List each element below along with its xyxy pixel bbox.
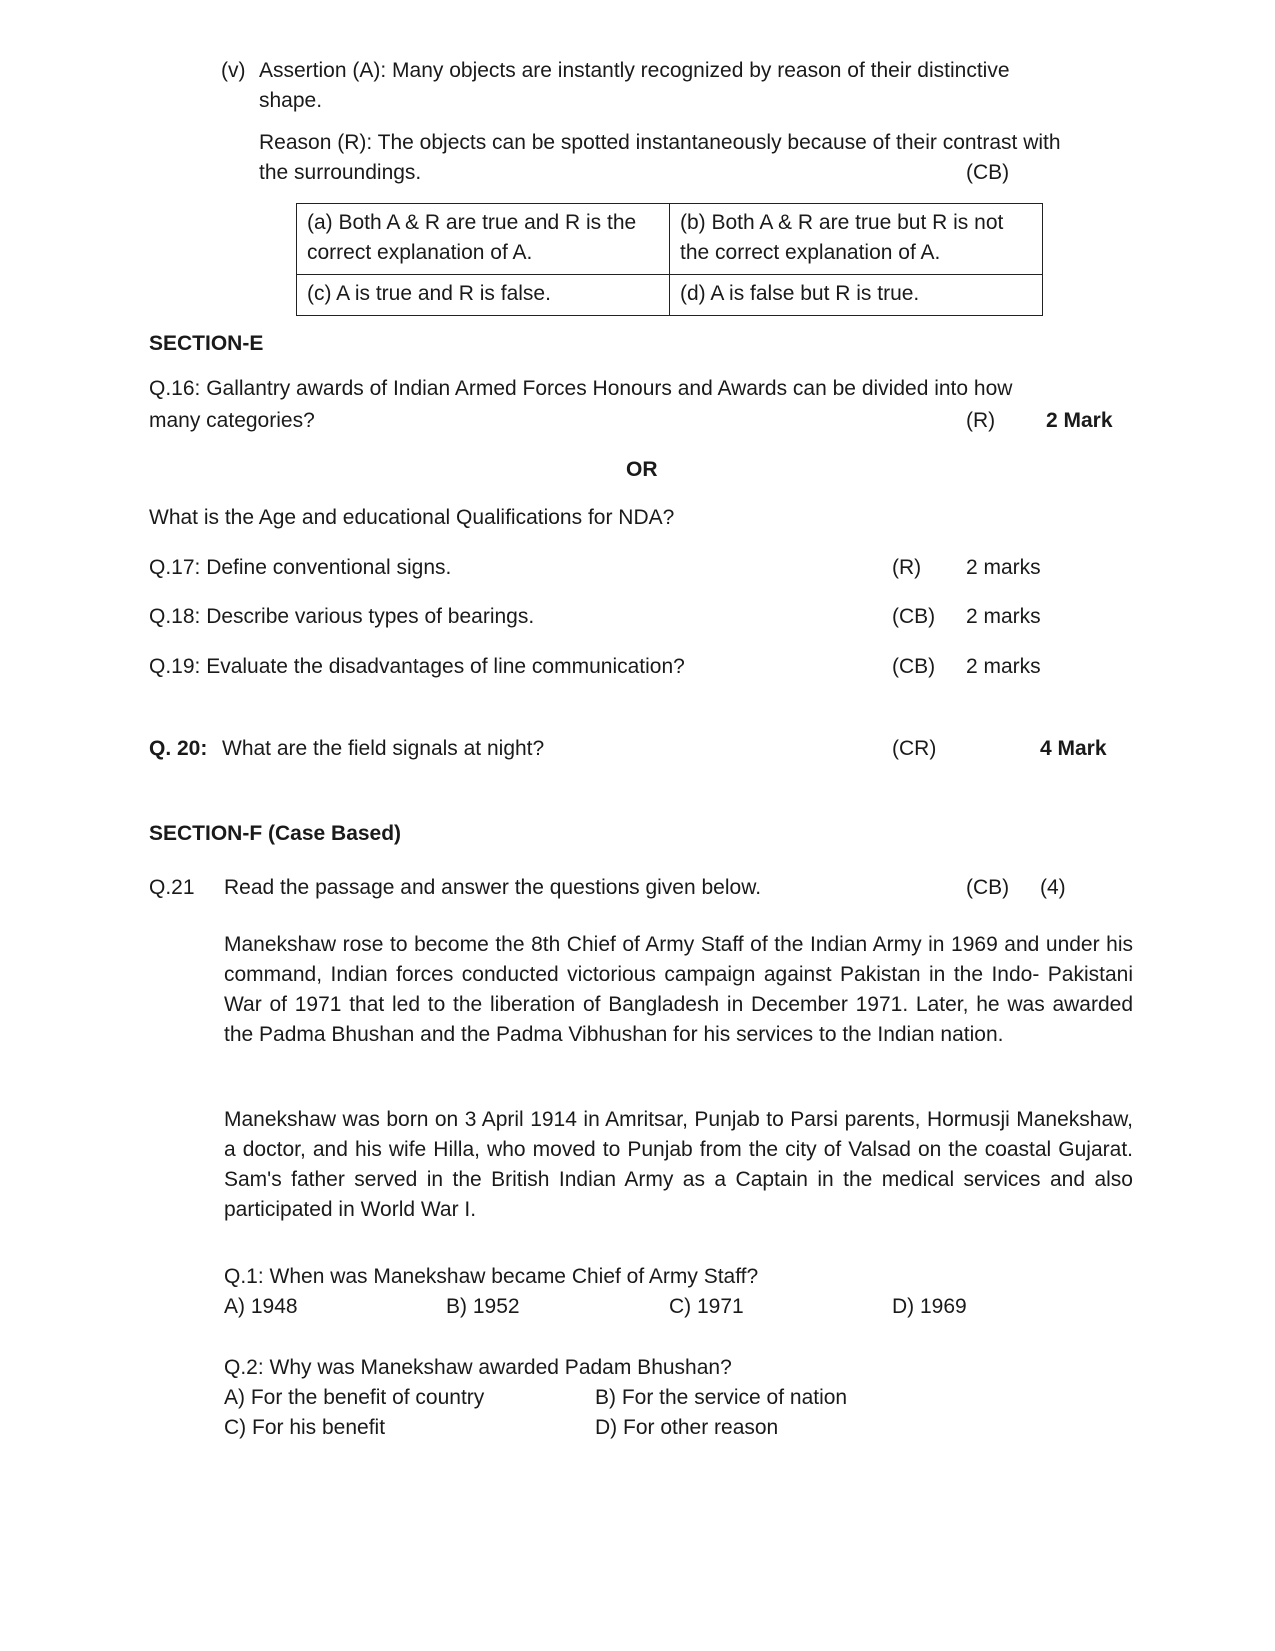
assertion-text: Assertion (A): Many objects are instantly recognized by reason of their distinctive xyxy=(259,59,1010,82)
section-f-heading: SECTION-F (Case Based) xyxy=(149,822,402,845)
sub1-option-d: D) 1969 xyxy=(892,1295,967,1318)
sub2-option-b: B) For the service of nation xyxy=(595,1386,848,1409)
assertion-text-cont: shape. xyxy=(259,89,323,112)
q16-tag: (R) xyxy=(966,409,996,432)
q21-tag: (CB) xyxy=(966,876,1010,899)
section-e-heading: SECTION-E xyxy=(149,332,264,355)
q20-marks: 4 Mark xyxy=(1040,737,1107,760)
q21-text: Read the passage and answer the questions given below. xyxy=(224,876,762,899)
passage-paragraph-2: Manekshaw was born on 3 April 1914 in Amritsar, Punjab to Parsi parents, Hormusji Manekshaw, a doctor, and his wife Hilla, who moved to Punjab from the city of Valsad on the coastal Gujarat. Sam's father served in the British Indian Army as a Captain in the medical services and also participated in World War I. xyxy=(224,1108,1133,1221)
sub-question-2: Q.2: Why was Manekshaw awarded Padam Bhushan? xyxy=(224,1356,732,1379)
q18-marks: 2 marks xyxy=(966,605,1041,628)
sub1-option-b: B) 1952 xyxy=(446,1295,520,1318)
q18-text: Q.18: Describe various types of bearings. xyxy=(149,605,535,628)
assertion-options-table xyxy=(296,203,1043,316)
option-c: (c) A is true and R is false. xyxy=(297,275,670,316)
q21-label: Q.21 xyxy=(149,876,195,899)
reason-text-cont: the surroundings. xyxy=(259,161,422,184)
sub-question-1: Q.1: When was Manekshaw became Chief of Army Staff? xyxy=(224,1265,759,1288)
q20-tag: (CR) xyxy=(892,737,937,760)
question-v-label: (v) xyxy=(221,59,246,82)
q20-label: Q. 20: xyxy=(149,737,208,760)
q17-marks: 2 marks xyxy=(966,556,1041,579)
option-d: (d) A is false but R is true. xyxy=(670,275,1043,316)
or-divider: OR xyxy=(626,458,658,481)
option-b: (b) Both A & R are true but R is not the correct explanation of A. xyxy=(670,204,1043,275)
q21-marks: (4) xyxy=(1040,876,1066,899)
sub2-option-a: A) For the benefit of country xyxy=(224,1386,485,1409)
sub2-option-c: C) For his benefit xyxy=(224,1416,386,1439)
sub2-option-d: D) For other reason xyxy=(595,1416,779,1439)
q16-alternative: What is the Age and educational Qualifications for NDA? xyxy=(149,506,675,529)
sub1-option-a: A) 1948 xyxy=(224,1295,298,1318)
q16-text: Q.16: Gallantry awards of Indian Armed Forces Honours and Awards can be divided into how xyxy=(149,377,1013,400)
q17-tag: (R) xyxy=(892,556,922,579)
q19-tag: (CB) xyxy=(892,655,936,678)
q19-marks: 2 marks xyxy=(966,655,1041,678)
q17-text: Q.17: Define conventional signs. xyxy=(149,556,452,579)
q19-text: Q.19: Evaluate the disadvantages of line communication? xyxy=(149,655,685,678)
q20-text: What are the field signals at night? xyxy=(222,737,545,760)
sub1-option-c: C) 1971 xyxy=(669,1295,744,1318)
passage-paragraph-1: Manekshaw rose to become the 8th Chief of Army Staff of the Indian Army in 1969 and under his command, Indian forces conducted victorious campaign against Pakistan in the Indo- Pakistani War of 1971 that led to the liberation of Bangladesh in December 1971. Later, he was awarded the Padma Bhushan and the Padma Vibhushan for his services to the Indian nation. xyxy=(224,933,1133,1046)
reason-text: Reason (R): The objects can be spotted instantaneously because of their contrast with xyxy=(259,131,1061,154)
q16-marks: 2 Mark xyxy=(1046,409,1113,432)
option-a: (a) Both A & R are true and R is the correct explanation of A. xyxy=(297,204,670,275)
q16-text-cont: many categories? xyxy=(149,409,315,432)
q18-tag: (CB) xyxy=(892,605,936,628)
question-v-tag: (CB) xyxy=(966,161,1010,184)
